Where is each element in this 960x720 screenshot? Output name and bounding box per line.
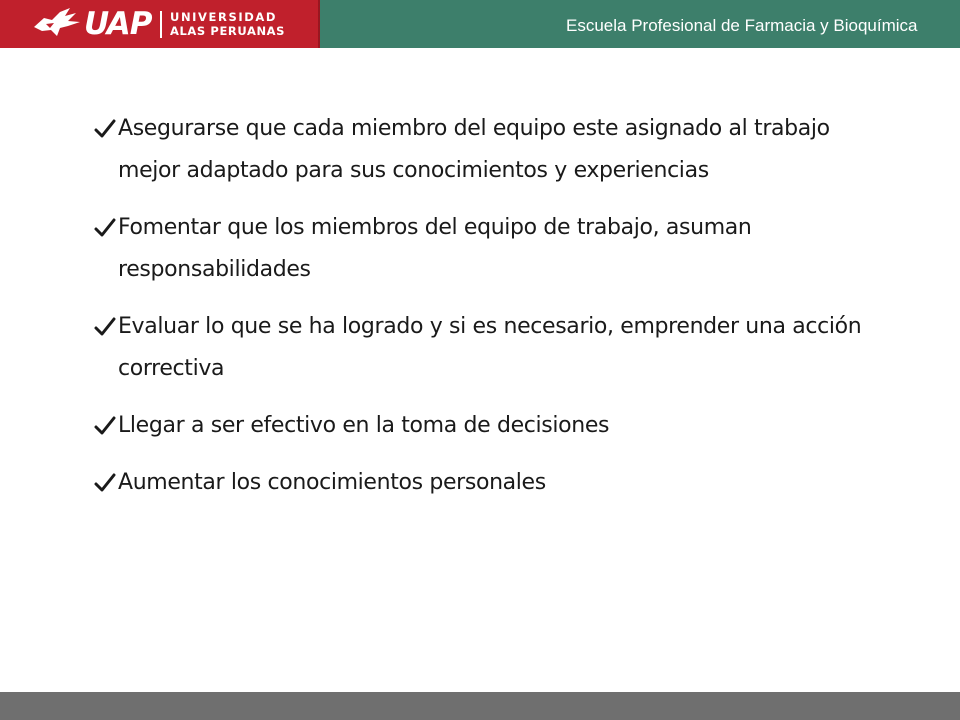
school-banner: [320, 0, 960, 48]
list-item: [92, 462, 892, 504]
checkmark-icon: [92, 306, 118, 338]
list-item: [92, 405, 892, 447]
list-item-text: Evaluar lo que se ha logrado y si es necesario, emprender una acción correctiva: [118, 314, 862, 381]
list-item-text: Aumentar los conocimientos personales: [118, 470, 546, 495]
list-item-text: Asegurarse que cada miembro del equipo este asignado al trabajo mejor adaptado para sus conocimientos y experiencias: [118, 116, 830, 183]
list-item: [92, 207, 892, 291]
bird-emblem-icon: [30, 5, 84, 41]
list-item: [92, 108, 892, 192]
list-item-text: Fomentar que los miembros del equipo de trabajo, asuman responsabilidades: [118, 215, 752, 282]
university-logo: [0, 0, 320, 48]
bullet-list: [92, 108, 892, 519]
list-item-text: Llegar a ser efectivo en la toma de decisiones: [118, 413, 610, 438]
slide-header: [0, 0, 960, 48]
logo-text-line2: ALAS PERUANAS: [170, 24, 286, 38]
list-item: [92, 306, 892, 390]
logo-acronym: UAP: [84, 6, 152, 42]
logo-divider: [160, 11, 162, 38]
school-name: Escuela Profesional de Farmacia y Bioquímica: [566, 16, 918, 35]
checkmark-icon: [92, 405, 118, 437]
checkmark-icon: [92, 207, 118, 239]
checkmark-icon: [92, 462, 118, 494]
checkmark-icon: [92, 108, 118, 140]
footer-bar: [0, 692, 960, 720]
logo-text-line1: UNIVERSIDAD: [170, 10, 278, 24]
